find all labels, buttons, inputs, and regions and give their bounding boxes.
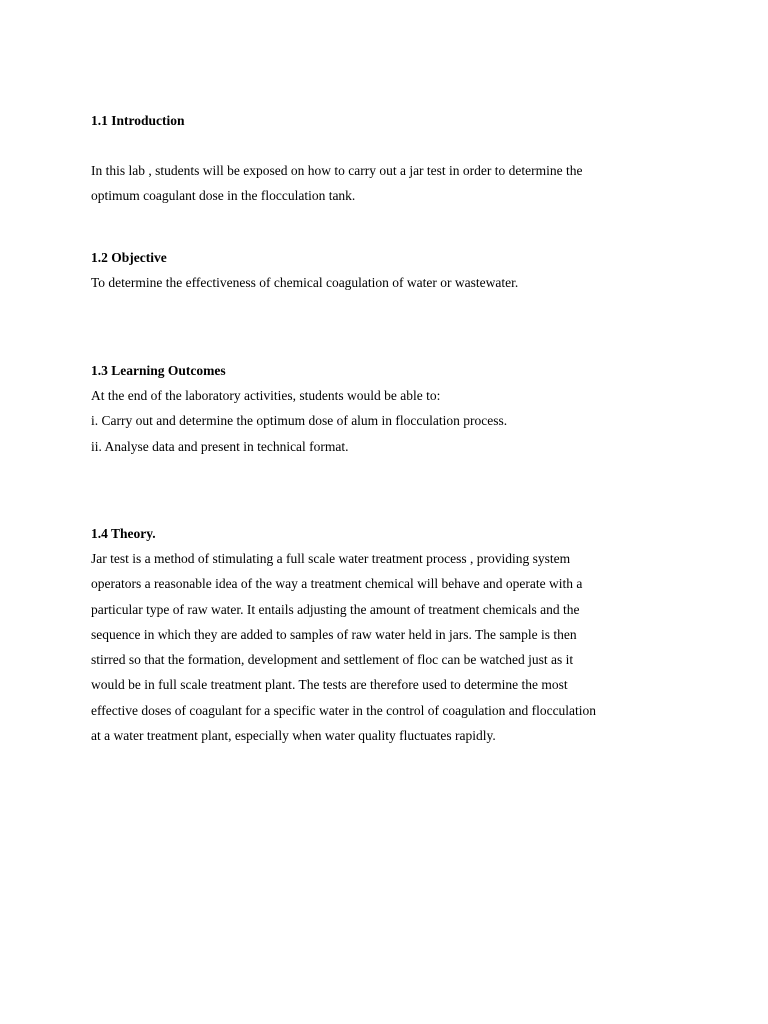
introduction-paragraph	[91, 158, 583, 209]
paragraph-line: sequence in which they are added to samples of raw water held in jars. The sample is then	[91, 626, 577, 642]
introduction-heading: 1.1 Introduction	[91, 113, 185, 128]
paragraph-line: at a water treatment plant, especially when water quality fluctuates rapidly.	[91, 728, 496, 744]
learning-outcomes-paragraph	[91, 383, 507, 459]
paragraph-line: To determine the effectiveness of chemical coagulation of water or wastewater.	[91, 275, 519, 290]
paragraph-line: optimum coagulant dose in the flocculation tank.	[91, 188, 356, 204]
paragraph-line: effective doses of coagulant for a specific water in the control of coagulation and flocculation	[91, 702, 597, 718]
paragraph-line: Jar test is a method of stimulating a full scale water treatment process , providing system	[91, 551, 571, 566]
paragraph-line: would be in full scale treatment plant. The tests are therefore used to determine the most	[91, 677, 568, 693]
learning-outcomes-heading: 1.3 Learning Outcomes	[91, 363, 226, 378]
objective-paragraph	[91, 270, 518, 295]
paragraph-line: In this lab , students will be exposed on how to carry out a jar test in order to determine the	[91, 163, 583, 178]
theory-paragraph	[91, 546, 596, 748]
paragraph-line: At the end of the laboratory activities, students would be able to:	[91, 388, 441, 403]
paragraph-line: stirred so that the formation, development and settlement of floc can be watched just as it	[91, 652, 574, 668]
list-item: i. Carry out and determine the optimum dose of alum in flocculation process.	[91, 413, 508, 429]
paragraph-line: particular type of raw water. It entails adjusting the amount of treatment chemicals and the	[91, 601, 580, 617]
objective-heading: 1.2 Objective	[91, 250, 167, 265]
theory-heading: 1.4 Theory.	[91, 526, 156, 541]
list-item: ii. Analyse data and present in technical format.	[91, 438, 349, 454]
paragraph-line: operators a reasonable idea of the way a treatment chemical will behave and operate with a	[91, 576, 583, 592]
